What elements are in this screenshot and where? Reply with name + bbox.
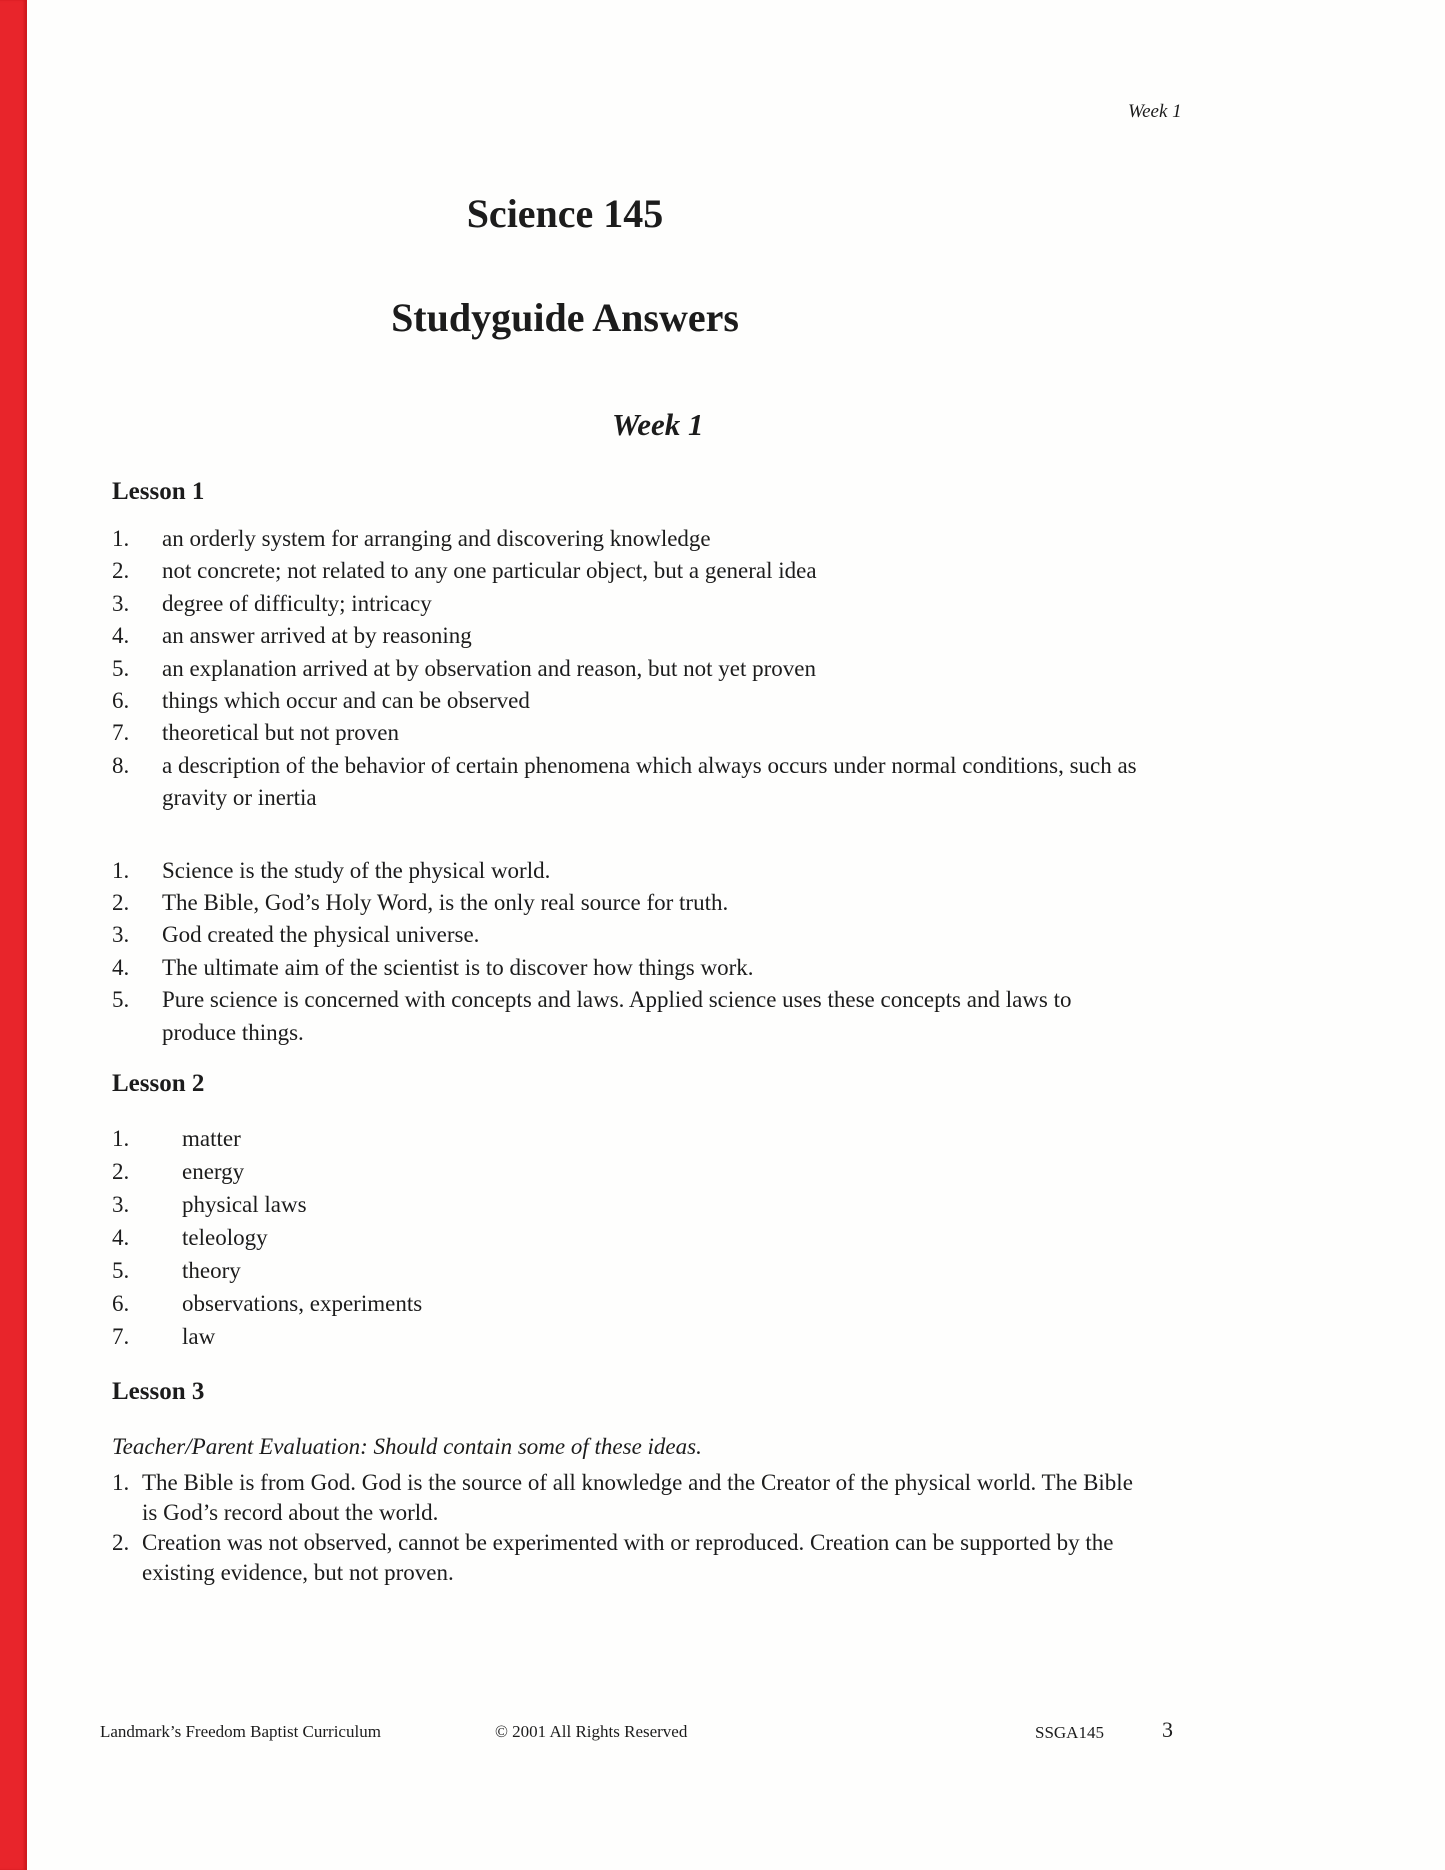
list-item [112,1188,1147,1221]
document-title: Studyguide Answers [391,295,739,340]
footer-publisher: Landmark’s Freedom Baptist Curriculum [100,1722,381,1741]
item-text: theory [182,1258,241,1283]
lesson-2-heading: Lesson 2 [112,1070,205,1097]
item-text: Science is the study of the physical world. [162,857,551,883]
page-edge-red-stripe [0,0,27,1870]
item-number: 3. [112,922,130,948]
page-footer [100,1717,1350,1764]
lesson-1-section [112,478,1147,1049]
item-number: 4. [112,623,130,649]
list-item [112,984,1147,1049]
item-text: matter [182,1126,241,1151]
item-number: 5. [112,655,130,681]
item-text: law [182,1324,216,1349]
item-text: degree of difficulty; intricacy [162,590,432,616]
list-item [112,1468,1152,1528]
list-item [112,1528,1152,1588]
list-item [112,1287,1147,1320]
list-item [112,1320,1147,1353]
list-item [112,620,1147,652]
lesson-2-answers-list [112,1122,1147,1353]
lesson-1-statements-list [112,855,1147,1049]
list-item [112,523,1147,555]
item-number: 2. [112,1159,130,1184]
lesson-3-answers-list [112,1468,1152,1588]
item-number: 1. [112,1470,130,1495]
list-item [112,717,1147,749]
item-text: a description of the behavior of certain phenomena which always occurs under normal conditions, such as gravity or inertia [162,752,1137,811]
running-header-week-label: Week 1 [1128,101,1182,122]
item-number: 4. [112,1225,130,1250]
item-text: an answer arrived at by reasoning [162,623,472,649]
lesson-3-section [112,1378,1152,1588]
item-number: 7. [112,720,130,746]
week-section-heading: Week 1 [612,407,704,442]
list-item [112,1122,1147,1155]
item-number: 3. [112,1192,130,1217]
footer-page-number: 3 [1162,1717,1173,1742]
item-number: 3. [112,590,130,616]
footer-document-code: SSGA145 [1035,1723,1104,1742]
list-item [112,887,1147,919]
lesson-1-definitions-list [112,523,1147,815]
list-item [112,1254,1147,1287]
item-number: 1. [112,857,130,883]
item-text: an explanation arrived at by observation and reason, but not yet proven [162,655,817,681]
list-item [112,555,1147,587]
item-text: not concrete; not related to any one particular object, but a general idea [162,558,817,584]
list-item [112,653,1147,685]
list-item [112,1155,1147,1188]
footer-copyright: © 2001 All Rights Reserved [495,1722,688,1741]
item-text: physical laws [182,1192,307,1217]
item-text: The Bible is from God. God is the source of all knowledge and the Creator of the physical world. The Bible is God’s record about the world. [142,1470,1133,1525]
item-number: 6. [112,1291,130,1316]
item-text: theoretical but not proven [162,720,399,746]
list-item [112,750,1147,815]
item-text: Creation was not observed, cannot be experimented with or reproduced. Creation can be supported by the existing evidence, but not proven. [142,1530,1114,1585]
item-text: an orderly system for arranging and discovering knowledge [162,526,711,551]
item-number: 6. [112,688,130,714]
item-text: observations, experiments [182,1291,423,1316]
item-number: 2. [112,1530,130,1555]
course-title: Science 145 [466,191,664,236]
item-number: 8. [112,752,130,778]
item-text: things which occur and can be observed [162,688,530,714]
item-number: 2. [112,890,130,916]
lesson-1-heading: Lesson 1 [112,478,205,505]
item-number: 1. [112,526,130,551]
item-text: The ultimate aim of the scientist is to discover how things work. [162,954,754,980]
list-item [112,919,1147,951]
list-item [112,685,1147,717]
list-item [112,855,1147,887]
list-item [112,1221,1147,1254]
list-item [112,952,1147,984]
list-item [112,588,1147,620]
item-number: 7. [112,1324,130,1349]
item-text: energy [182,1159,245,1184]
teacher-parent-evaluation-note: Teacher/Parent Evaluation: Should contain some of these ideas. [112,1434,702,1459]
item-number: 5. [112,987,130,1013]
item-number: 2. [112,558,130,584]
item-text: The Bible, God’s Holy Word, is the only real source for truth. [162,890,729,916]
item-number: 1. [112,1126,130,1151]
item-number: 4. [112,954,130,980]
item-text: God created the physical universe. [162,922,480,948]
lesson-2-section [112,1070,1147,1353]
item-text: Pure science is concerned with concepts and laws. Applied science uses these concepts and laws to produce things. [162,987,1072,1045]
item-text: teleology [182,1225,268,1250]
item-number: 5. [112,1258,130,1283]
lesson-3-heading: Lesson 3 [112,1378,205,1405]
